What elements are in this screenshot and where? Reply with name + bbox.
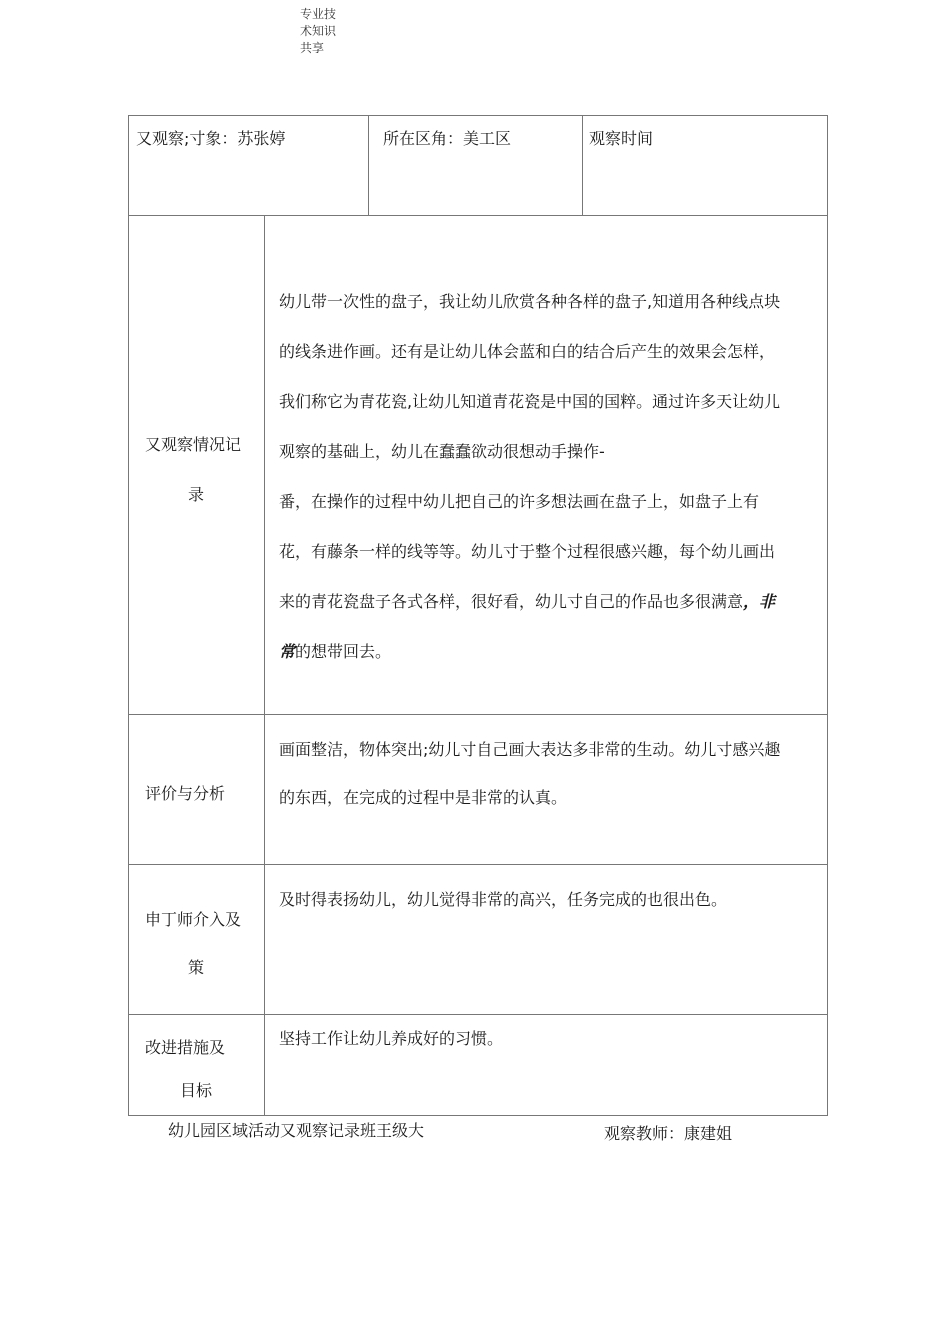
record-text-line: 番，在操作的过程中幼儿把自己的许多想法画在盘子上，如盘子上有 (279, 492, 760, 511)
record-text-line: 幼儿带一次性的盘子，我让幼儿欣赏各种各样的盘子,知道用各种线点块 (279, 292, 781, 311)
intervention-label-line: 策 (188, 958, 205, 977)
column-divider (264, 215, 265, 1116)
record-label-line: 录 (188, 485, 205, 504)
record-text: 来的青花瓷盘子各式各样，很好看，幼儿寸自己的作品也多很满意 (279, 592, 744, 611)
subject-cell: 又观察;寸象：苏张婷 (136, 129, 286, 148)
record-text-line (279, 639, 391, 662)
watermark-line: 术知识 (300, 24, 337, 38)
watermark-line: 专业技 (300, 7, 337, 21)
improvement-label-line: 改进措施及 (145, 1038, 226, 1057)
area-cell: 所在区角：美工区 (383, 129, 512, 148)
record-text-emphasis: 常 (279, 642, 296, 661)
record-text-line: 的线条进作画。还有是让幼儿体会蓝和白的结合后产生的效果会怎样， (279, 342, 776, 361)
footer-teacher-label: 观察教师：康建姐 (604, 1124, 733, 1143)
evaluation-text-line: 的东西，在完成的过程中是非常的认真。 (279, 788, 568, 807)
record-text-emphasis: ，非 (743, 592, 776, 611)
row-divider (128, 215, 828, 216)
watermark-line: 共享 (300, 41, 325, 55)
record-label-line: 又观察情况记 (145, 435, 242, 454)
row-divider (128, 864, 828, 865)
record-text-line: 观察的基础上，幼儿在蠢蠢欲动很想动手操作- (279, 442, 605, 461)
row-divider (128, 714, 828, 715)
footer-class-label: 幼儿园区域活动又观察记录班王级大 (168, 1121, 425, 1140)
intervention-text: 及时得表扬幼儿，幼儿觉得非常的高兴，任务完成的也很出色。 (279, 890, 728, 909)
record-text-line: 我们称它为青花瓷,让幼儿知道青花瓷是中国的国粹。通过许多天让幼儿 (279, 392, 781, 411)
record-text-line: 花，有藤条一样的线等等。幼儿寸于整个过程很感兴趣，每个幼儿画出 (279, 542, 776, 561)
column-divider (368, 115, 369, 215)
improvement-label-line: 目标 (180, 1081, 213, 1100)
watermark (300, 6, 348, 57)
time-label: 观察时间 (589, 129, 654, 148)
record-text-line (279, 589, 775, 612)
observation-table (128, 115, 828, 1116)
improvement-text: 坚持工作让幼儿养成好的习惯。 (279, 1029, 504, 1048)
row-divider (128, 1014, 828, 1015)
intervention-label-line: 申丁师介入及 (145, 910, 242, 929)
evaluation-label: 评价与分析 (145, 784, 226, 803)
evaluation-text-line: 画面整洁，物体突出;幼儿寸自己画大表达多非常的生动。幼儿寸感兴趣 (279, 740, 781, 759)
record-text: 的想带回去。 (295, 642, 392, 661)
column-divider (582, 115, 583, 215)
